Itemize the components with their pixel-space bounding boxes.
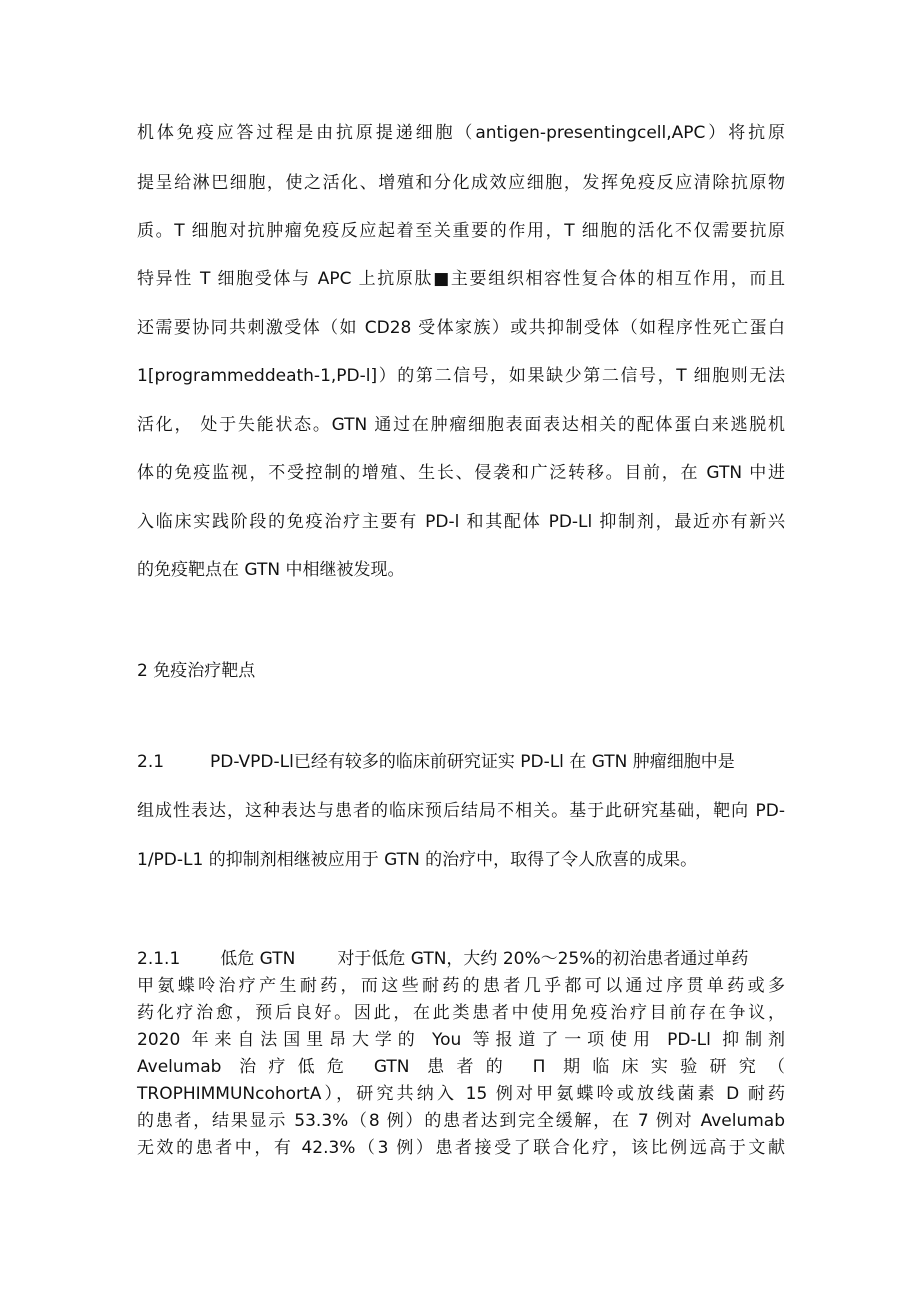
intro-line-5: 还需要协同共刺激受体（如 CD28 受体家族）或共抑制受体（如程序性死亡蛋白 xyxy=(137,318,785,338)
section-2-1-line-2: 组成性表达，这种表达与患者的临床预后结局不相关。基于此研究基础，靶向 PD- xyxy=(137,801,785,821)
section-heading: 2 免疫治疗靶点 xyxy=(137,661,256,681)
intro-line-9: 入临床实践阶段的免疫治疗主要有 PD-l 和其配体 PD-Ll 抑制剂，最近亦有新兴 xyxy=(137,512,785,532)
section-2-1-1-title: 低危 GTN xyxy=(220,949,296,969)
intro-line-4: 特异性 T 细胞受体与 APC 上抗原肽■主要组织相容性复合体的相互作用，而且 xyxy=(137,269,785,289)
section-2-1-1-line-2: 甲氨蝶呤治疗产生耐药，而这些耐药的患者几乎都可以通过序贯单药或多 xyxy=(137,976,785,996)
section-2-1-1-line-7: 的患者，结果显示 53.3%（8 例）的患者达到完全缓解，在 7 例对 Avelumab xyxy=(137,1111,785,1131)
section-2-1-1-line-8: 无效的患者中，有 42.3%（3 例）患者接受了联合化疗，该比例远高于文献 xyxy=(137,1138,785,1158)
section-2-1-1-line-3: 药化疗治愈，预后良好。因此，在此类患者中使用免疫治疗目前存在争议， xyxy=(137,1003,785,1023)
intro-line-7: 活化， 处于失能状态。GTN 通过在肿瘤细胞表面表达相关的配体蛋白来逃脱机 xyxy=(137,415,785,435)
section-2-1-first-line xyxy=(137,751,785,773)
section-2-1-title: PD-VPD-Ll xyxy=(210,752,294,772)
section-2-1-number: 2.1 xyxy=(137,752,165,772)
section-2-1-first-text: 已经有较多的临床前研究证实 PD-Ll 在 GTN 肿瘤细胞中是 xyxy=(293,752,735,772)
section-2-1-1-line-6: TROPHIMMUNcohortA），研究共纳入 15 例对甲氨蝶呤或放线菌素 D 耐药 xyxy=(137,1084,785,1104)
intro-line-2: 提呈给淋巴细胞，使之活化、增殖和分化成效应细胞，发挥免疫反应清除抗原物 xyxy=(137,173,785,193)
section-2-1-1-first-text: 对于低危 GTN，大约 20%～25%的初治患者通过单药 xyxy=(337,949,749,969)
intro-line-6: 1[programmeddeath-1,PD-l]）的第二信号，如果缺少第二信号，T 细胞则无法 xyxy=(137,366,785,386)
section-2-1-1-first-line xyxy=(137,948,785,970)
intro-line-3: 质。T 细胞对抗肿瘤免疫反应起着至关重要的作用，T 细胞的活化不仅需要抗原 xyxy=(137,221,785,241)
section-2-1-1-line-4: 2020 年来自法国里昂大学的 You 等报道了一项使用 PD-Ll 抑制剂 xyxy=(137,1030,785,1050)
intro-line-1: 机体免疫应答过程是由抗原提递细胞（antigen-presentingcell,APC）将抗原 xyxy=(137,123,785,143)
intro-line-8: 体的免疫监视，不受控制的增殖、生长、侵袭和广泛转移。目前，在 GTN 中进 xyxy=(137,463,785,483)
section-2-1-1-number: 2.1.1 xyxy=(137,949,181,969)
section-2-1-1-line-5: Avelumab 治疗低危 GTN 患者的 Π 期临床实验研究（ xyxy=(137,1057,785,1077)
section-2-1-line-3: 1/PD-L1 的抑制剂相继被应用于 GTN 的治疗中，取得了令人欣喜的成果。 xyxy=(137,850,698,870)
intro-line-10: 的免疫靶点在 GTN 中相继被发现。 xyxy=(137,560,405,580)
